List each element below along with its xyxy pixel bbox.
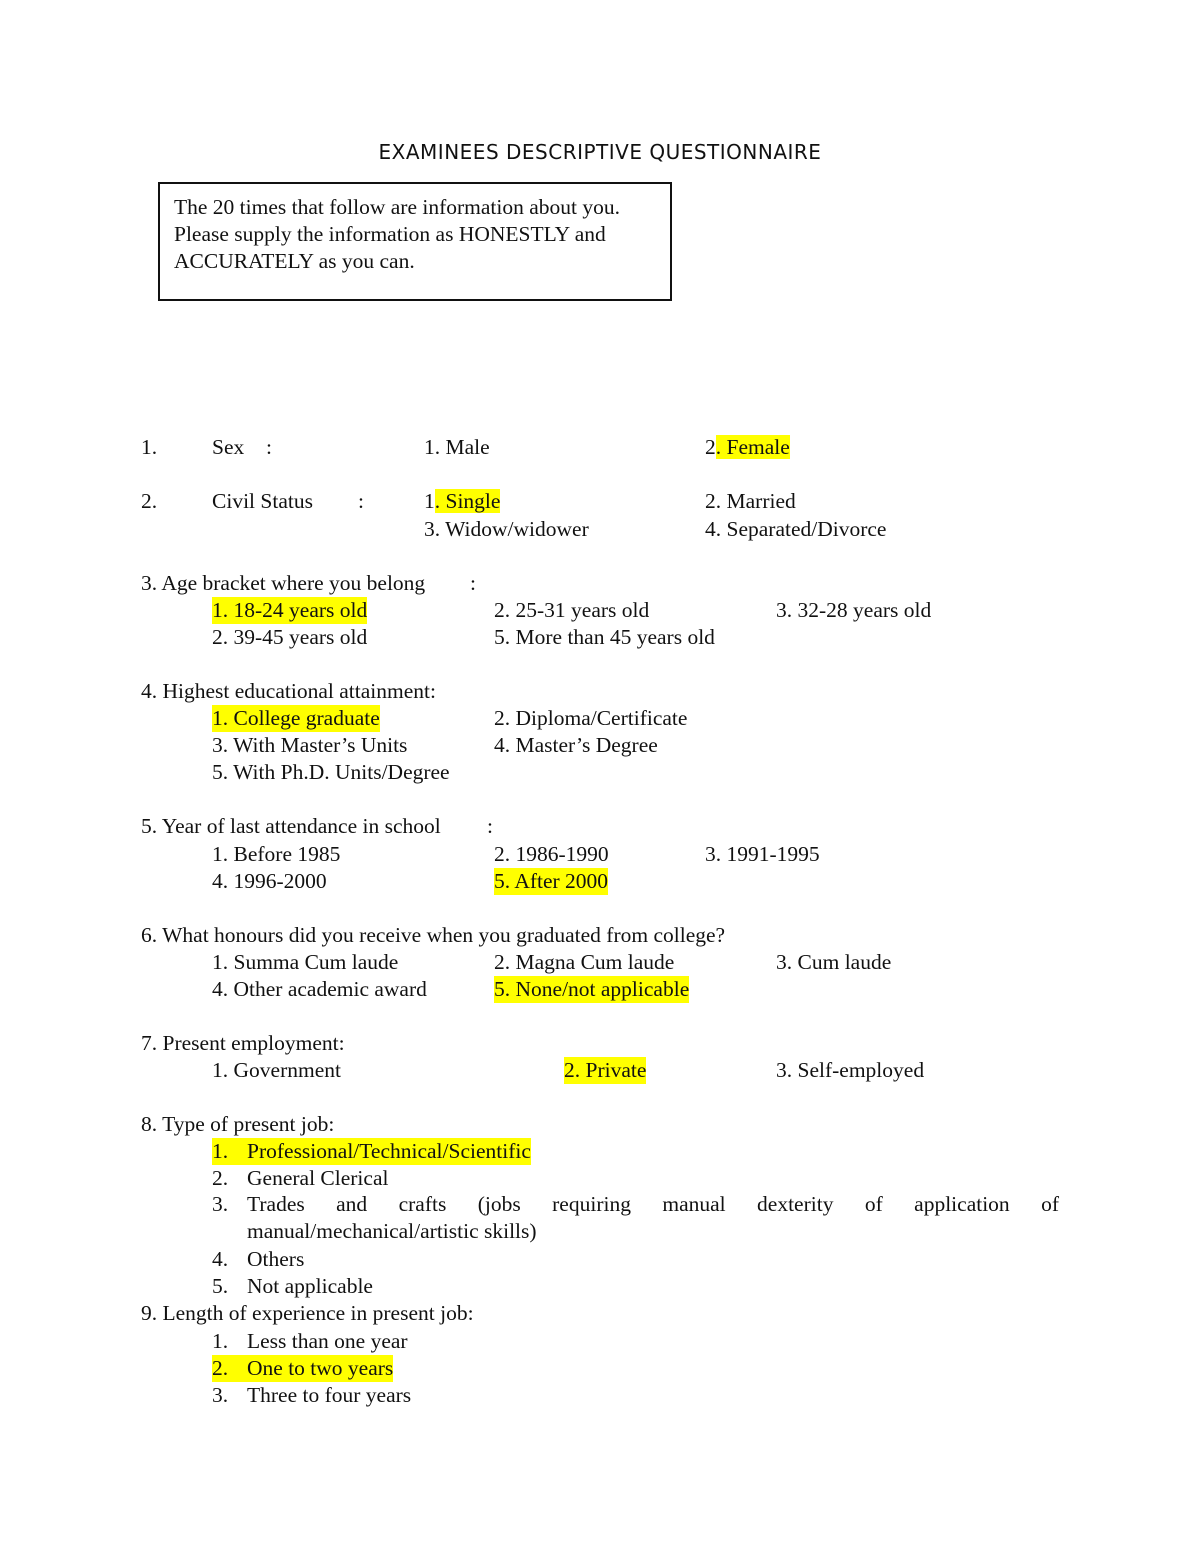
option-not-applicable[interactable]: Not applicable — [247, 1274, 373, 1298]
option-summa[interactable]: 1. Summa Cum laude — [212, 950, 399, 974]
option-cum-laude[interactable]: 3. Cum laude — [776, 950, 892, 974]
option-18-24[interactable]: 1. 18-24 years old — [212, 598, 368, 622]
option-self-employed[interactable]: 3. Self-employed — [776, 1058, 925, 1082]
option-masters-units[interactable]: 3. With Master’s Units — [212, 733, 408, 757]
question-prompt: 5. Year of last attendance in school — [141, 814, 441, 838]
option-diploma[interactable]: 2. Diploma/Certificate — [494, 706, 688, 730]
option-trades-continuation: manual/mechanical/artistic skills) — [247, 1219, 537, 1243]
option-government[interactable]: 1. Government — [212, 1058, 341, 1082]
option-private[interactable]: 2. Private — [564, 1058, 647, 1082]
question-label: Sex — [212, 435, 245, 459]
question-separator: : — [266, 435, 272, 459]
selected-answer-highlight: . Single — [434, 489, 501, 513]
option-married[interactable]: 2. Married — [705, 489, 796, 513]
option-widow[interactable]: 3. Widow/widower — [424, 517, 589, 541]
question-separator: : — [470, 571, 476, 595]
option-1986-1990[interactable]: 2. 1986-1990 — [494, 842, 609, 866]
option-male[interactable]: 1. Male — [424, 435, 490, 459]
option-1996-2000[interactable]: 4. 1996-2000 — [212, 869, 327, 893]
question-prompt: 8. Type of present job: — [141, 1112, 335, 1136]
option-trades[interactable]: Trades and crafts (jobs requiring manual dexterity of application of — [247, 1192, 1059, 1216]
option-before-1985[interactable]: 1. Before 1985 — [212, 842, 341, 866]
option-other-award[interactable]: 4. Other academic award — [212, 977, 427, 1001]
question-label: Civil Status — [212, 489, 313, 513]
option-magna[interactable]: 2. Magna Cum laude — [494, 950, 675, 974]
option-one-to-two[interactable]: One to two years — [247, 1356, 394, 1380]
option-39-45[interactable]: 2. 39-45 years old — [212, 625, 368, 649]
list-number: 5. — [212, 1274, 229, 1298]
list-number: 3. — [212, 1383, 229, 1407]
option-female[interactable] — [705, 434, 790, 461]
option-others[interactable]: Others — [247, 1247, 305, 1271]
instruction-text: The 20 times that follow are information about you. Please supply the information as HONESTLY and ACCURATELY as you can. — [174, 195, 621, 273]
question-prompt: 4. Highest educational attainment: — [141, 679, 436, 703]
page-title: EXAMINEES DESCRIPTIVE QUESTIONNAIRE — [378, 140, 822, 164]
option-25-31[interactable]: 2. 25-31 years old — [494, 598, 650, 622]
question-separator: : — [358, 489, 364, 513]
option-less-than-one[interactable]: Less than one year — [247, 1329, 408, 1353]
option-college-graduate[interactable]: 1. College graduate — [212, 706, 380, 730]
list-number: 1. — [212, 1329, 229, 1353]
question-prompt: 9. Length of experience in present job: — [141, 1301, 474, 1325]
question-prompt: 3. Age bracket where you belong — [141, 571, 426, 595]
option-clerical[interactable]: General Clerical — [247, 1166, 389, 1190]
option-phd[interactable]: 5. With Ph.D. Units/Degree — [212, 760, 450, 784]
list-number: 3. — [212, 1192, 229, 1216]
question-number: 2. — [141, 489, 158, 513]
option-more-than-45[interactable]: 5. More than 45 years old — [494, 625, 715, 649]
question-prompt: 7. Present employment: — [141, 1031, 345, 1055]
instruction-box — [158, 182, 672, 301]
option-single[interactable] — [424, 488, 500, 515]
list-number: 2. — [212, 1355, 247, 1382]
list-number: 2. — [212, 1166, 229, 1190]
option-number: 2 — [705, 435, 716, 459]
selected-answer-highlight: . Female — [715, 435, 790, 459]
question-prompt: 6. What honours did you receive when you graduated from college? — [141, 923, 726, 947]
option-three-to-four[interactable]: Three to four years — [247, 1383, 412, 1407]
option-professional[interactable]: Professional/Technical/Scientific — [247, 1139, 531, 1163]
list-number: 4. — [212, 1247, 229, 1271]
option-none[interactable]: 5. None/not applicable — [494, 977, 690, 1001]
list-number: 1. — [212, 1138, 247, 1165]
option-separated[interactable]: 4. Separated/Divorce — [705, 517, 887, 541]
question-number: 1. — [141, 435, 158, 459]
option-1991-1995[interactable]: 3. 1991-1995 — [705, 842, 820, 866]
question-separator: : — [487, 814, 493, 838]
option-after-2000[interactable]: 5. After 2000 — [494, 869, 609, 893]
option-masters-degree[interactable]: 4. Master’s Degree — [494, 733, 658, 757]
option-32-28[interactable]: 3. 32-28 years old — [776, 598, 932, 622]
option-number: 1 — [424, 489, 435, 513]
